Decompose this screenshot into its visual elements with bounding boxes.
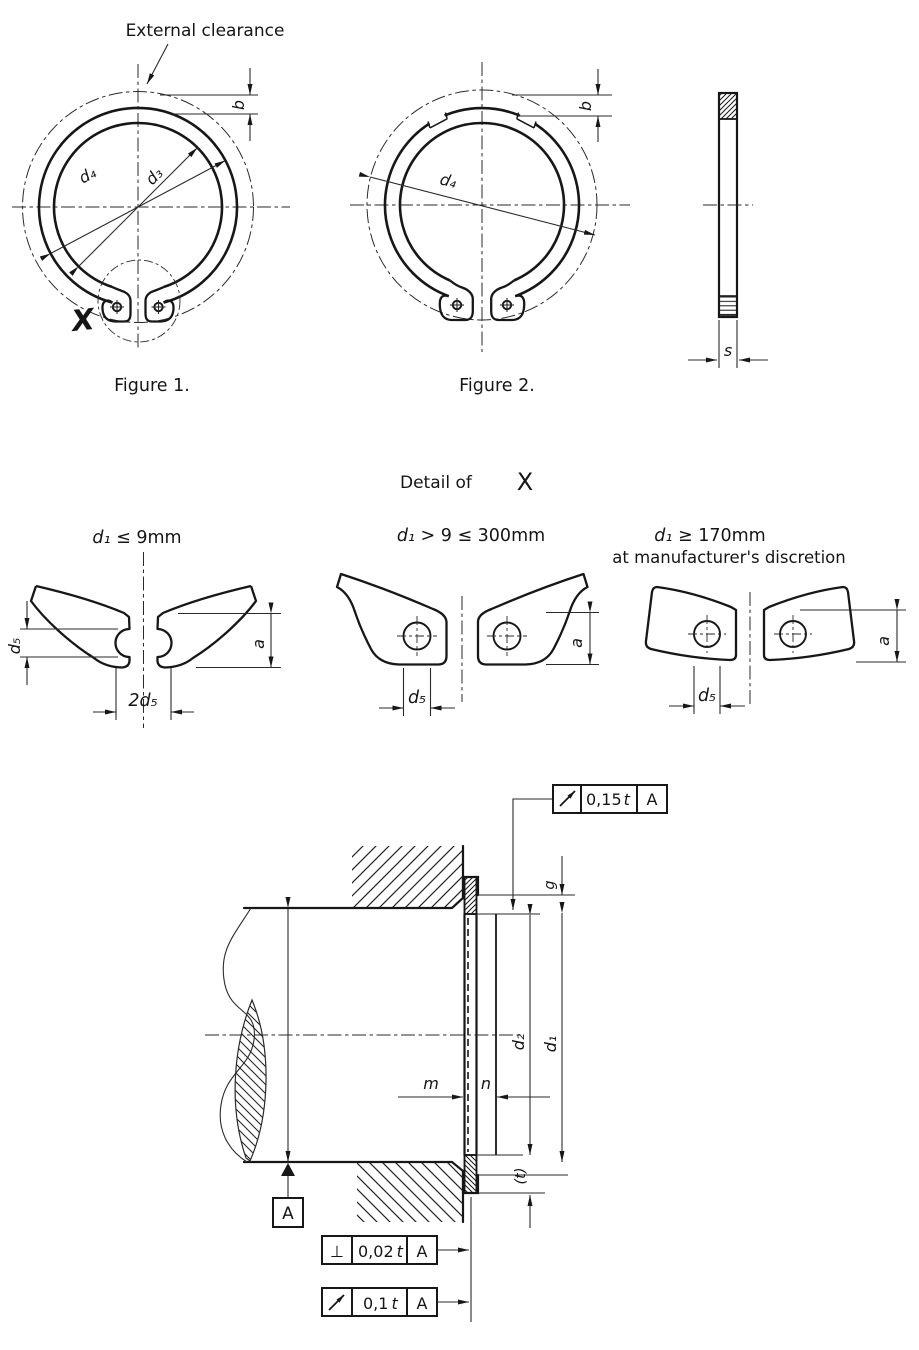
lug-hole-left <box>688 615 726 653</box>
condition-note: at manufacturer's discretion <box>612 548 846 567</box>
fcf-datum: A <box>416 1242 428 1261</box>
dim-m-label: m <box>423 1074 439 1093</box>
external-clearance-label: External clearance <box>125 21 285 41</box>
dimension-d2 <box>509 915 530 1155</box>
figure2-caption: Figure 2. <box>459 376 535 396</box>
fcf-datum: A <box>416 1294 428 1313</box>
dim-n-label: n <box>480 1074 492 1093</box>
dim-d3-label: d₃ <box>141 163 167 189</box>
lug-right-notched <box>158 586 257 668</box>
condition-label: d₁ ≥ 170mm <box>654 526 766 546</box>
datum-triangle-icon <box>281 1163 295 1176</box>
fcf-leader <box>513 799 553 910</box>
dimension-m <box>398 1074 463 1097</box>
housing-hatch-bottom <box>357 1162 463 1222</box>
ring-section-bottom <box>465 1155 477 1193</box>
dim-d5-label: d₅ <box>5 637 24 655</box>
housing-hatch-top <box>352 846 463 908</box>
datum-label: A <box>282 1204 294 1224</box>
fcf-runout-top <box>513 785 667 910</box>
dim-a-label: a <box>249 639 268 649</box>
lug-right-arc <box>764 587 854 660</box>
dimension-s <box>688 320 768 368</box>
detail-x-mark: X <box>70 301 96 339</box>
dim-d1-label: d₁ <box>541 1035 560 1053</box>
dim-a-label: a <box>567 638 586 648</box>
side-view-lug-section <box>719 296 737 315</box>
dimension-d5 <box>669 666 745 714</box>
datum-a <box>273 908 303 1227</box>
lug-hole-right <box>487 616 527 656</box>
dimension-a <box>178 614 281 668</box>
perpendicularity-icon: ⊥ <box>330 1242 344 1261</box>
dim-a-label: a <box>874 636 893 646</box>
dim-t-label: (t) <box>513 1167 529 1185</box>
fcf-perpendicularity <box>322 1236 469 1264</box>
circular-runout-icon <box>560 791 575 806</box>
ring-side-view <box>688 93 768 368</box>
dim-g-label: g <box>542 880 558 890</box>
external-clearance-leader <box>147 44 168 84</box>
detail-variant-small <box>5 528 281 728</box>
dimension-n <box>481 1074 550 1097</box>
dim-d4-label: d₄ <box>437 169 459 192</box>
figure1-caption: Figure 1. <box>114 376 190 396</box>
lug-hole-right <box>500 298 514 312</box>
detail-of-label: Detail of <box>400 473 472 493</box>
side-view-section-top <box>719 93 737 119</box>
detail-variant-medium <box>337 526 599 716</box>
dimension-d5 <box>5 601 118 685</box>
dim-s-label: s <box>723 341 733 360</box>
break-out-section <box>235 1000 266 1161</box>
lug-left-holed <box>337 574 447 665</box>
dim-b-label: b <box>229 99 248 111</box>
detail-variant-large <box>612 526 906 714</box>
condition-label: d₁ > 9 ≤ 300mm <box>396 526 546 546</box>
lug-left-arc <box>646 587 736 660</box>
fcf-datum: A <box>646 790 658 809</box>
detail-x-ref: X <box>516 468 534 496</box>
dim-d5-label: d₅ <box>407 688 427 708</box>
dim-b-label: b <box>576 100 595 112</box>
fcf-value: 0,1 t <box>363 1294 398 1313</box>
lug-hole-left <box>397 616 437 656</box>
ring-section-top <box>465 877 477 914</box>
dimension-b-fig2 <box>512 69 612 142</box>
dimension-g <box>542 856 562 895</box>
dim-2d5-label: 2d₅ <box>128 691 158 711</box>
dimension-t <box>513 1168 530 1229</box>
dimension-d1 <box>541 913 562 1162</box>
lug-right-holed <box>478 574 588 665</box>
figure-1 <box>12 21 290 396</box>
detail-heading <box>400 468 533 496</box>
ring-lug-right <box>146 287 174 322</box>
fcf-runout-bottom <box>322 1288 469 1316</box>
fcf-value: 0,15 t <box>586 790 630 809</box>
dimension-a <box>546 613 599 665</box>
figure-2 <box>350 62 630 396</box>
lug-hole-right <box>774 615 812 653</box>
dim-d4-label: d₄ <box>75 162 100 188</box>
dim-d5-label: d₅ <box>697 686 717 706</box>
dim-d2-label: d₂ <box>509 1033 528 1051</box>
fcf-value: 0,02 t <box>358 1242 403 1261</box>
circular-runout-icon <box>329 1295 344 1310</box>
lug-left-notched <box>31 586 130 668</box>
installation-section <box>205 785 667 1322</box>
dimension-d5 <box>379 668 455 716</box>
lug-hole-left <box>450 298 464 312</box>
condition-label: d₁ ≤ 9mm <box>92 528 182 548</box>
